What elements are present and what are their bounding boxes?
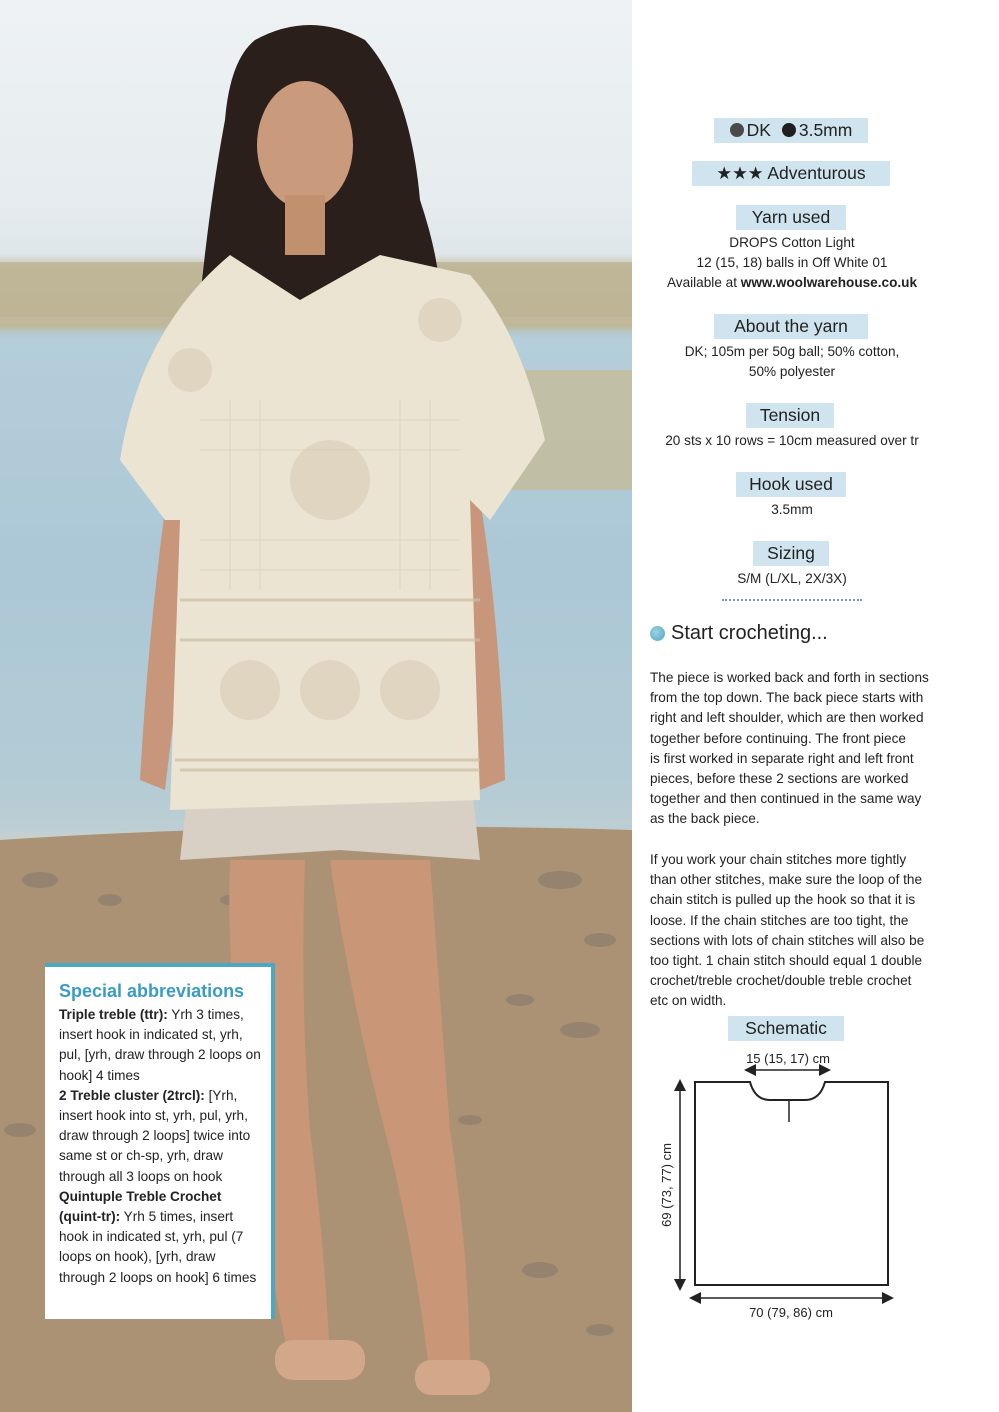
hook-used-heading: Hook used [736,472,846,497]
instructions-paragraph-1 [650,668,940,830]
abbr-term-2trcl: 2 Treble cluster (2trcl): [59,1087,205,1103]
difficulty-badge [692,161,890,186]
about-yarn-line1: DK; 105m per 50g ball; 50% cotton, [684,344,900,359]
sizing-heading: Sizing [753,541,829,566]
yarn-availability [632,273,952,293]
instructions-line: too tight. 1 chain stitch should equal 1 double [650,953,923,969]
instructions-paragraph-2 [650,850,940,1012]
section-divider [722,599,862,601]
abbreviations-heading: Special abbreviations [59,981,245,1001]
instructions-line: is first worked in separate right and left front [650,750,914,766]
about-yarn-line2: 50% polyester [748,364,836,379]
schematic-diagram [655,1040,905,1330]
available-prefix: Available at [666,275,741,290]
instructions-line: etc on width. [650,993,727,1009]
schematic-heading: Schematic [728,1016,844,1041]
hook-size-label: 3.5mm [798,120,853,140]
instructions-line: sections with lots of chain stitches will also be [650,932,925,948]
difficulty-stars: ★★★ [716,163,764,183]
tension-heading: Tension [746,403,834,428]
hook-used-text: 3.5mm [771,502,813,517]
instructions-line: chain stitch is pulled up the hook so that it is [650,892,916,908]
retailer-link[interactable]: www.woolwarehouse.co.uk [740,275,918,290]
instructions-line: together before continuing. The front piece [650,730,906,746]
instructions-line: as the back piece. [650,811,760,827]
start-crocheting-heading [650,622,828,645]
abbr-def-2trcl: [Yrh, insert hook into st, yrh, pul, yrh, draw through 2 loops] twice into same st or ch-sp, yrh, draw through all 3 loops on hook [59,1087,251,1184]
tension-text: 20 sts x 10 rows = 10cm measured over tr [665,433,919,448]
instructions-line: loose. If the chain stitches are too tight, the [650,912,909,928]
yarn-used-heading: Yarn used [736,205,846,230]
instructions-line: pieces, before these 2 sections are worked [650,771,909,787]
instructions-line: crochet/treble crochet/double treble crochet [650,973,912,989]
yarn-used-text [632,233,952,293]
neck-dimension-label: 15 (15, 17) cm [746,1051,830,1066]
yarn-quantity: 12 (15, 18) balls in Off White 01 [696,255,888,270]
sizing-text: S/M (L/XL, 2X/3X) [737,571,847,586]
instructions-line: from the top down. The back piece starts with [650,690,924,706]
instructions-line: If you work your chain stitches more tightly [650,852,907,867]
weight-label: DK [746,120,771,140]
yarn-weight-hook-badge [714,118,868,143]
instructions-line: together and then continued in the same way [650,791,922,807]
length-dimension-label: 69 (73, 77) cm [659,1143,674,1227]
yarn-ball-icon [650,626,665,641]
instructions-line: than other stitches, make sure the loop of the [650,872,923,888]
hook-icon [782,123,796,137]
yarn-name: DROPS Cotton Light [729,235,855,250]
abbr-def-quint-tr: Yrh 5 times, insert hook in indicated st, yrh, pul (7 loops on hook), [yrh, draw through 2 loops on hook] 6 times [59,1209,257,1285]
about-yarn-text [632,342,952,382]
abbr-term-quint-tr: Quintuple Treble Crochet (quint-tr): [59,1188,222,1225]
abbreviations-text [59,1005,261,1288]
abbr-def-ttr: Yrh 3 times, insert hook in indicated st, yrh, pul, [yrh, draw through 2 loops on hook] 4 times [59,1007,261,1083]
start-heading-label: Start crocheting... [671,622,828,644]
instructions-line: The piece is worked back and forth in sections [650,670,929,685]
instructions-line: right and left shoulder, which are then worked [650,710,924,726]
difficulty-label: Adventurous [767,163,866,183]
abbr-term-ttr: Triple treble (ttr): [59,1007,168,1022]
width-dimension-label: 70 (79, 86) cm [749,1305,833,1320]
special-abbreviations-box [45,963,275,1319]
yarn-ball-icon [730,123,744,137]
garment-outline [695,1082,888,1285]
about-yarn-heading: About the yarn [714,314,868,339]
